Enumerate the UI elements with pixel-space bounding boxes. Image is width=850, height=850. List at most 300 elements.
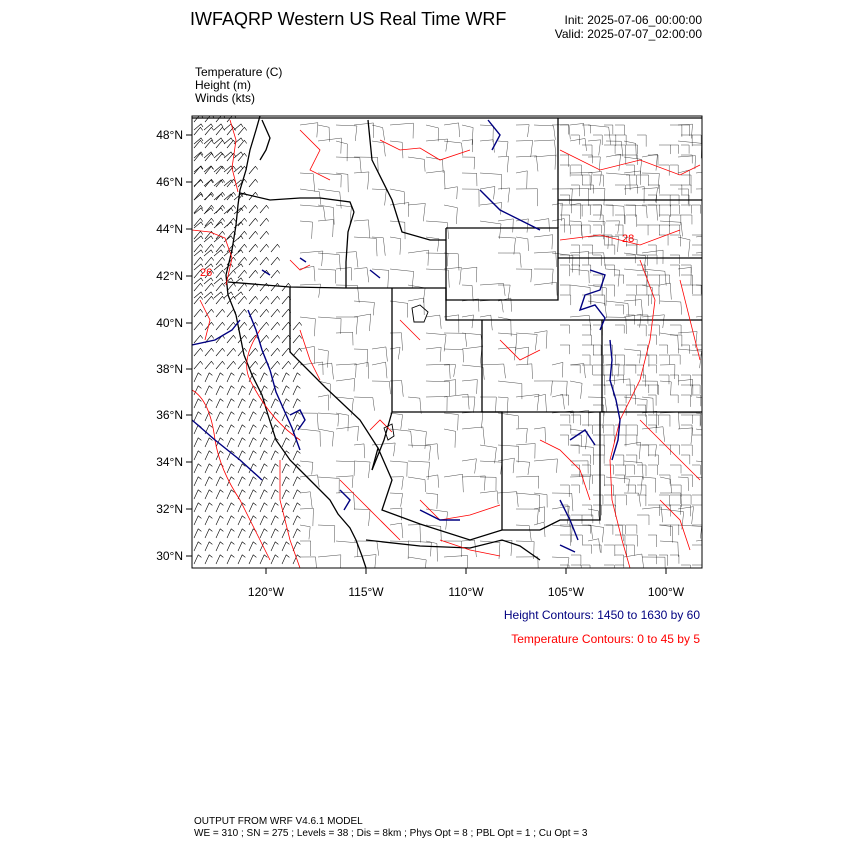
lat-tick-marks	[186, 135, 192, 556]
county-line	[426, 493, 438, 509]
county-line	[516, 525, 531, 541]
county-line	[582, 125, 590, 133]
wind-barb	[238, 555, 245, 564]
county-line	[408, 157, 425, 172]
county-line	[593, 205, 601, 214]
county-line	[498, 381, 522, 399]
county-line	[588, 140, 601, 156]
county-line	[300, 284, 321, 298]
county-line	[354, 172, 369, 190]
wind-barb	[249, 542, 256, 551]
wind-barb	[194, 438, 201, 447]
county-line	[534, 459, 557, 473]
county-line	[659, 505, 671, 516]
wind-barb	[227, 516, 234, 525]
wind-barb	[271, 296, 280, 304]
wind-barb	[260, 218, 269, 226]
wind-barb	[249, 555, 256, 564]
wind-barb	[293, 322, 302, 330]
county-line	[642, 477, 656, 493]
county-line	[570, 410, 589, 426]
county-line	[692, 245, 703, 254]
county-line	[560, 125, 568, 134]
wind-barb	[194, 138, 203, 144]
county-line	[626, 175, 637, 185]
wind-barb	[227, 140, 236, 148]
county-line	[692, 415, 700, 426]
wind-barb	[205, 529, 212, 538]
county-line	[336, 413, 348, 431]
county-line	[462, 476, 485, 491]
wind-barb	[205, 257, 214, 265]
county-line	[678, 189, 688, 204]
county-line	[659, 445, 670, 455]
county-line	[462, 299, 479, 312]
county-line	[498, 458, 514, 473]
county-line	[660, 412, 679, 429]
county-line	[300, 346, 315, 363]
county-line	[615, 325, 624, 333]
county-line	[516, 476, 539, 488]
wind-barb	[227, 503, 234, 512]
county-line	[560, 535, 571, 546]
wind-barb	[205, 451, 212, 460]
height-contours-legend: Height Contours: 1450 to 1630 by 60	[503, 608, 700, 622]
wind-barb	[216, 425, 223, 434]
wind-barb	[194, 309, 203, 317]
county-line	[336, 476, 353, 488]
county-line	[300, 173, 315, 191]
county-line	[462, 285, 473, 301]
county-line	[582, 325, 591, 335]
footer-config: WE = 310 ; SN = 275 ; Levels = 38 ; Dis = 8km ; Phys Opt = 8 ; PBL Opt = 1 ; Cu Opt = 3	[194, 828, 588, 839]
county-line	[582, 365, 592, 375]
county-line	[534, 219, 550, 232]
county-line	[626, 425, 637, 436]
county-line	[696, 315, 713, 332]
county-line	[604, 205, 613, 216]
county-line	[516, 171, 527, 189]
county-line	[696, 189, 718, 206]
county-line	[444, 333, 467, 347]
county-line	[678, 141, 702, 158]
county-line	[593, 215, 603, 226]
county-line	[390, 523, 403, 538]
county-line	[692, 395, 701, 406]
county-line	[593, 495, 603, 506]
county-line	[626, 365, 636, 374]
county-line	[444, 413, 458, 430]
county-line	[696, 171, 715, 185]
mexico-border	[366, 540, 540, 560]
county-line	[480, 461, 502, 474]
wind-barb	[194, 335, 203, 343]
wind-barb	[224, 166, 233, 172]
county-line	[300, 475, 319, 487]
county-line	[615, 135, 626, 145]
wind-barb	[227, 166, 236, 174]
wind-barb	[260, 244, 269, 252]
county-line	[659, 555, 668, 566]
county-line	[604, 465, 614, 474]
county-line	[552, 525, 572, 542]
county-line	[480, 283, 505, 295]
california-nevada-border	[290, 287, 378, 470]
county-line	[606, 525, 623, 541]
wind-barb	[234, 264, 243, 270]
county-line	[642, 557, 665, 573]
county-line	[582, 265, 591, 273]
county-line	[336, 317, 358, 334]
county-line	[681, 265, 691, 273]
county-line	[336, 379, 355, 392]
county-line	[670, 445, 679, 455]
county-line	[582, 185, 594, 193]
wind-barb	[194, 490, 201, 499]
county-line	[637, 415, 647, 426]
county-line	[516, 156, 538, 172]
wind-barb	[205, 464, 212, 473]
county-line	[462, 189, 479, 207]
county-line	[444, 380, 456, 395]
wind-barb	[282, 555, 289, 564]
county-line	[408, 557, 426, 575]
wind-barb	[227, 399, 234, 408]
county-line	[354, 555, 376, 570]
county-line	[606, 173, 630, 190]
county-line	[604, 435, 614, 443]
wind-barb	[271, 270, 280, 278]
wind-barb	[249, 490, 256, 499]
wind-barb	[214, 124, 223, 130]
wind-barb	[227, 205, 236, 213]
county-line	[637, 515, 649, 525]
county-line	[670, 465, 681, 473]
wind-barb	[260, 464, 267, 473]
county-line	[318, 363, 334, 379]
county-line	[426, 171, 445, 189]
wind-barb	[205, 218, 214, 226]
county-line	[390, 221, 405, 239]
county-line	[648, 555, 656, 564]
county-line	[681, 445, 692, 456]
county-line	[692, 375, 702, 385]
wind-barb	[238, 257, 247, 265]
wind-barb	[227, 412, 234, 421]
wind-barb	[260, 516, 267, 525]
plot-frame	[192, 116, 702, 568]
county-line	[648, 505, 659, 516]
county-line	[444, 123, 460, 137]
county-line	[588, 411, 604, 428]
county-line	[648, 255, 657, 264]
wind-barb	[271, 412, 278, 421]
county-line	[336, 205, 351, 224]
county-line	[516, 557, 538, 572]
county-line	[408, 461, 430, 480]
wind-barb	[205, 477, 212, 486]
county-line	[696, 235, 712, 251]
county-line	[300, 123, 318, 138]
wind-barb	[216, 555, 223, 564]
wind-barb	[205, 179, 214, 187]
wind-barb	[216, 503, 223, 512]
wind-barb	[249, 425, 256, 434]
county-line	[318, 525, 335, 543]
county-line	[615, 375, 624, 383]
county-line	[606, 269, 620, 287]
county-line	[444, 349, 464, 362]
county-line	[534, 427, 546, 441]
wind-barb	[260, 503, 267, 512]
county-line	[336, 157, 361, 172]
county-line	[626, 545, 634, 556]
county-line	[681, 415, 693, 424]
lat-tick-42: 42°N	[156, 269, 183, 283]
county-line	[626, 485, 636, 493]
wind-barb	[260, 425, 267, 434]
wind-barb	[194, 555, 201, 564]
county-line	[670, 555, 679, 564]
county-line	[626, 465, 635, 475]
wind-barb	[249, 477, 256, 486]
county-line	[624, 442, 641, 459]
county-line	[480, 445, 496, 463]
county-line	[571, 465, 580, 476]
county-line	[571, 365, 580, 373]
county-line	[560, 345, 570, 354]
county-line	[571, 265, 579, 275]
county-line	[582, 205, 590, 215]
wind-barb	[234, 236, 243, 242]
wind-barb	[238, 412, 245, 421]
county-line	[624, 171, 640, 185]
wind-barb	[238, 140, 247, 148]
county-line	[516, 125, 529, 137]
lat-tick-34: 34°N	[156, 455, 183, 469]
county-line	[498, 253, 521, 268]
wind-barb	[204, 194, 213, 200]
wind-barb	[204, 124, 213, 130]
wind-barb	[234, 250, 243, 256]
county-line	[588, 236, 609, 249]
wind-barb	[271, 283, 280, 291]
county-line	[516, 443, 535, 458]
county-line	[670, 185, 682, 194]
county-line	[498, 156, 508, 172]
county-line	[516, 509, 538, 524]
county-line	[300, 205, 325, 220]
county-line	[582, 355, 590, 365]
county-line	[318, 413, 339, 426]
county-line	[318, 125, 329, 142]
county-line	[570, 138, 587, 150]
wind-barb	[260, 373, 267, 382]
county-line	[692, 205, 701, 214]
county-line	[692, 505, 702, 515]
lat-tick-30: 30°N	[156, 549, 183, 563]
wind-barb	[260, 529, 267, 538]
county-line	[498, 492, 518, 507]
wind-barb	[194, 140, 203, 148]
county-line	[571, 485, 579, 493]
county-line	[582, 245, 593, 255]
wind-barb	[271, 477, 278, 486]
wind-barb	[216, 257, 225, 265]
county-line	[637, 465, 646, 476]
wind-barb	[282, 503, 289, 512]
pacific-coastline	[226, 116, 366, 568]
county-line	[678, 477, 689, 491]
county-line	[637, 285, 647, 295]
wind-barb	[227, 490, 234, 499]
county-line	[426, 525, 441, 542]
county-line	[604, 245, 615, 255]
wind-barb	[260, 490, 267, 499]
county-line	[660, 381, 671, 395]
county-line	[588, 189, 605, 206]
county-line	[300, 221, 312, 239]
county-line	[637, 255, 648, 266]
wind-barb	[282, 373, 289, 382]
county-line	[534, 155, 556, 170]
county-line	[642, 173, 659, 189]
county-line	[637, 495, 646, 506]
county-line	[681, 425, 692, 434]
county-line	[660, 283, 671, 300]
county-line	[534, 493, 547, 507]
county-line	[582, 565, 590, 575]
county-line	[318, 205, 334, 225]
county-line	[648, 415, 659, 426]
wind-barb	[293, 386, 300, 395]
county-line	[660, 541, 678, 557]
wind-barb	[249, 296, 258, 304]
contour-label-26: 26	[200, 267, 213, 279]
wind-barb	[238, 335, 247, 343]
county-line	[534, 282, 557, 295]
county-line	[615, 495, 626, 505]
county-line	[318, 395, 329, 411]
county-line	[678, 413, 701, 426]
wind-barb	[204, 222, 213, 228]
county-line	[696, 285, 718, 303]
county-line	[354, 237, 377, 256]
county-line	[336, 541, 358, 557]
wind-barb	[260, 231, 269, 239]
wind-barb	[260, 257, 269, 265]
county-line	[571, 445, 579, 454]
wind-barb	[238, 438, 245, 447]
county-line	[648, 325, 659, 336]
county-line	[670, 265, 680, 276]
county-line	[300, 492, 312, 508]
state-boundaries	[192, 116, 702, 568]
wind-barb	[216, 192, 225, 200]
wind-barb	[238, 516, 245, 525]
wind-barb	[194, 529, 201, 538]
county-line	[444, 541, 462, 557]
wind-barb	[260, 205, 269, 213]
county-line	[516, 333, 537, 350]
wind-barb	[194, 257, 203, 265]
wind-barb	[227, 283, 236, 291]
county-line	[681, 505, 690, 516]
county-line	[480, 541, 500, 559]
wind-barb	[216, 309, 225, 317]
county-line	[560, 225, 570, 234]
county-line	[408, 525, 421, 543]
county-line	[670, 205, 679, 214]
wind-barb	[234, 292, 243, 298]
wind-barb	[238, 218, 247, 226]
wind-barb	[260, 309, 269, 317]
wind-barb	[271, 244, 280, 252]
county-line	[615, 275, 624, 284]
county-line	[534, 252, 557, 267]
wind-barb	[238, 373, 245, 382]
wind-barb	[293, 335, 302, 343]
wind-barb	[271, 348, 280, 356]
wind-barb	[216, 386, 223, 395]
county-line	[659, 145, 670, 154]
county-line	[372, 347, 387, 362]
county-line	[606, 477, 629, 492]
wind-barb	[249, 503, 256, 512]
county-line	[560, 295, 571, 305]
wind-barb	[216, 348, 225, 356]
lon-tick-marks	[266, 568, 666, 574]
wind-barb	[205, 516, 212, 525]
wind-barb	[293, 399, 300, 408]
county-line	[480, 140, 494, 153]
county-line	[637, 225, 648, 235]
county-line	[588, 509, 600, 524]
county-line	[318, 219, 333, 237]
county-line	[516, 140, 533, 157]
field-height: Height (m)	[195, 78, 252, 92]
wind-barb	[227, 361, 236, 369]
county-line	[560, 415, 570, 423]
wind-barb	[271, 503, 278, 512]
wind-barb	[271, 322, 280, 330]
county-line	[678, 124, 693, 138]
wind-barb	[282, 464, 289, 473]
wind-barb	[238, 490, 245, 499]
wind-barb	[194, 361, 203, 369]
county-line	[593, 375, 605, 386]
county-line	[354, 444, 365, 458]
county-line	[444, 187, 457, 199]
lat-tick-40: 40°N	[156, 316, 183, 330]
wind-barb	[249, 166, 258, 174]
county-line	[571, 515, 582, 524]
county-line	[648, 245, 656, 255]
county-line	[336, 332, 353, 345]
county-line	[571, 225, 582, 236]
county-line	[637, 325, 646, 336]
wind-barb	[216, 127, 225, 135]
wind-barb	[194, 322, 203, 330]
county-line	[606, 301, 629, 316]
wind-barb	[282, 542, 289, 551]
county-line	[426, 364, 450, 379]
county-line	[300, 525, 310, 539]
county-line	[582, 175, 590, 185]
county-line	[593, 475, 605, 486]
lat-tick-36: 36°N	[156, 408, 183, 422]
county-line	[582, 525, 591, 534]
